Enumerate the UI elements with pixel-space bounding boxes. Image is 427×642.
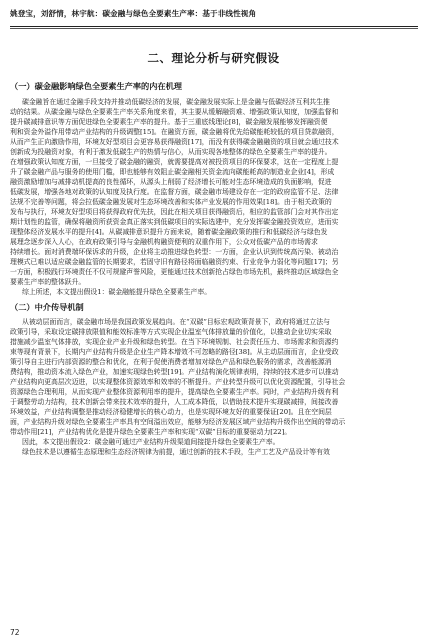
text-line: 在增强政策认知度方面，一旦接受了碳金融的融资，就需要提高对被投资项目的环保要求，这在一定程度上提	[10, 158, 339, 166]
text-line: 面，产业结构升级对绿色全要素生产率具有空间溢出效应，能够为经济发展区域产业结构升级作出空间的带动示	[10, 418, 346, 426]
text-line: 低碳发展，增强各地对政策的认知度及执行度。在监督方面，碳金融市场建设存在一定的政府监管不足、法律	[10, 188, 339, 196]
text-line: 现整体经济发展水平的提升[4]。从碳减排意识提升方面来说，随着碳金融政策的推行和低碳经济与绿色发	[10, 228, 328, 236]
text-line: 从被动层面而言，碳金融市场是我国政策发展趋向。在“双碳”目标宏观政策背景下，政府将通过立法与	[22, 318, 330, 326]
text-line: 持续增长。面对消费端环保诉求的升级，企业将主动推进绿色转型：一方面，企业认识到传统高污染、被动治	[10, 248, 339, 256]
section-title: 二、理论分析与研究假设	[147, 51, 280, 65]
text-line: 环境效益，产业结构调整是推动经济稳健增长的核心动力，也是实现环境友好的重要保证[20]。且在空间层	[10, 408, 332, 416]
text-line: 融资激励增加与减排动机提高的良性循环，从源头上削弱了经济增长可能对生态环境造成的负面影响，促进	[10, 178, 332, 186]
header-rule	[10, 26, 418, 27]
text-line: 展理念逐步深入人心，在政府政策引导与金融机构融资便利的双重作用下，公众对低碳产品的市场需求	[10, 238, 318, 246]
text-line: 动的结果。从碳金融与绿色全要素生产率关系角度来看，其主要从缓解融资难、增强政策认知度，加强监督和	[10, 108, 339, 116]
text-line: 从而产生正向激励作用，环境友好型项目会更容易获得融资[17]，而没有获得碳金融融资的项目就会通过技术	[10, 138, 339, 146]
text-line: 绿色技术是以遵循生态原理和生态经济规律为前提，通过创新的技术手段，生产工艺及产品设计等有效	[22, 448, 330, 456]
running-head: 姚登宝，刘舒情，林宇航：碳金融与绿色全要素生产率：基于非线性视角	[10, 9, 257, 18]
subsection-heading-2: （二）中介传导机制	[10, 302, 84, 312]
text-line: 期计划性的监管，确保将融资所获资金真正落实到低碳项目的实际选建中，充分发挥碳金融投资效应，进而实	[10, 218, 339, 226]
hypothesis-1: 综上所述，本文提出假设1：碳金融能提升绿色全要素生产率。	[22, 288, 212, 296]
text-line: 创新成为投融资对象，有利于激发低碳生产的热情与信心，从而实现各地整体的绿色全要素生产率的提升。	[10, 148, 332, 156]
text-line: 束等现有背景下，长期内产业结构升级是企业生产降本增效不可忽略的路径[38]。从主动层面而言，企业受政	[10, 348, 339, 356]
text-line: 带动作用[21]，产业结构优化是提升绿色全要素生产率和实现“双碳”目标的重要驱动力[22]。	[10, 428, 292, 436]
text-line: 利和资金外溢作用带动产业结构的升级调整[15]。在融资方面，碳金融将优先给碳能耗较低的项目贷款融资，	[10, 128, 339, 136]
text-line: 要素生产率的整体跃升。	[10, 278, 86, 286]
text-line: 资源绿色合理利用，从而实现产业整体资源利用率的提升，提高绿色全要素生产率。同时，产业结构升级有利	[10, 388, 339, 396]
page-number: 72	[10, 628, 20, 637]
text-line: 提升碳减排意识等方面促进绿色全要素生产率的提升。基于三重底线理论[8]，碳金融发展能够发挥融资便	[10, 118, 328, 126]
text-line: 理模式已难以适应碳金融监管的长期要求，若固守旧有路径将面临融资约束、行业竞争力弱化等问题[17]；另	[10, 258, 339, 266]
text-line: 费结构，推动资本流入绿色产业，加速实现绿色转型[19]。产业结构演化规律表明，持续的技术进步可以推动	[10, 368, 339, 376]
text-line: 一方面，积极践行环境责任不仅可规避声誉风险，更能通过技术创新抢占绿色市场先机，最终推动区域绿色全	[10, 268, 339, 276]
text-line: 政策引导，采取设定碳排放限值和能效标准等方式实现企业温室气体排放量的价值化，以推动企业切实采取	[10, 328, 332, 336]
text-line: 法规不完善等问题，将会拉低碳金融发展对生态环境改善和实体产业发展的作用效果[18]。由于相关政策的	[10, 198, 332, 206]
subsection-heading-1: （一）碳金融影响绿色全要素生产率的内在机理	[10, 81, 182, 91]
hypothesis-2: 因此，本文提出假设2：碳金融可通过产业结构升级渠道间接提升绿色全要素生产率。	[22, 438, 280, 446]
text-line: 措施减少温室气体排放，实现企业产业升级和绿色转型。在当下环境规制、社会责任压力、市场需求和资源约	[10, 338, 339, 346]
text-line: 升了碳金融产品与服务的使用门槛，即也能够有效阻止碳金融相关资金流向碳能耗高的制造业企业[4]，形成	[10, 168, 335, 176]
text-line: 策引导自主进行内部资源的整合和优化，在利于促使消费者增加对绿色产品和绿色服务的需求，改善能源消	[10, 358, 332, 366]
text-line: 发布与执行，环境友好型项目将获得政府优先扶，因此在相关项目获得融资后，相应的监管部门会对其作出定	[10, 208, 339, 216]
text-line: 于调整劳动力结构，技术创新会带来技术效率的提升，人工成本降低，以借助技术提升实现碳减排，间接改善	[10, 398, 339, 406]
text-line: 产业结构向更高层次迈进，以实现整体资源效率和效率的不断提升。产业转型升级可以优化资源配置，引导社会	[10, 378, 346, 386]
header-rule-thin	[10, 28, 418, 29]
text-line: 碳金融旨在通过金融手段支持并推动低碳经济的发展，碳金融发展实际上是金融与低碳经济互利共生推	[22, 98, 330, 106]
